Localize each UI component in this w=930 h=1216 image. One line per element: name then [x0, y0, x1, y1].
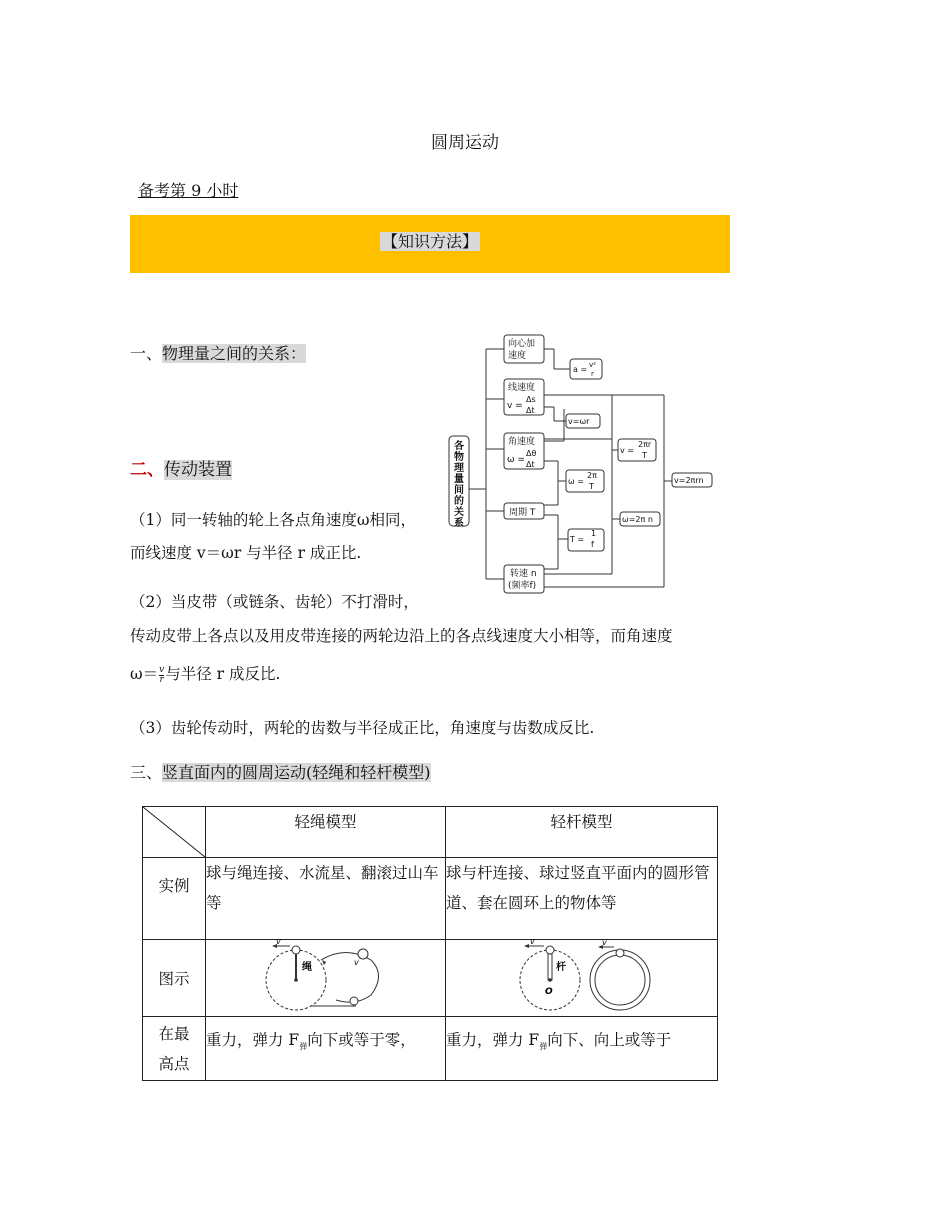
svg-text:v =: v =	[507, 401, 523, 411]
linear-speed-label: 线速度	[508, 383, 536, 393]
svg-text:ω=2π n: ω=2π n	[622, 515, 653, 524]
rope-example: 球与绳连接、水流星、翻滚过山车等	[206, 858, 446, 940]
section-1-heading	[130, 341, 306, 364]
svg-text:ω =: ω =	[568, 477, 584, 486]
hour-label: 备考第 9 小时	[138, 181, 239, 200]
rope-model-figure	[206, 937, 445, 1012]
section-3-number: 三、	[130, 763, 163, 782]
svg-text:v: v	[276, 937, 281, 946]
svg-text:2πr: 2πr	[638, 440, 652, 449]
angular-speed-label: 角速度	[508, 437, 536, 447]
section-banner	[130, 215, 730, 273]
rod-example: 球与杆连接、球过竖直平面内的圆形管道、套在圆环上的物体等	[446, 858, 718, 940]
rod-top-point: 重力，弹力 $F_弹$向下、向上或等于	[446, 1017, 718, 1081]
svg-text:ω =: ω =	[507, 455, 525, 465]
section-3-heading	[130, 760, 431, 783]
svg-text:杆: 杆	[556, 962, 566, 973]
svg-text:(频率f): (频率f)	[508, 581, 537, 591]
header-rod-model: 轻杆模型	[446, 807, 718, 858]
svg-text:v: v	[530, 937, 535, 946]
svg-text:Δt: Δt	[526, 406, 535, 415]
row-label-example: 实例	[143, 858, 206, 940]
rope-figure-cell	[206, 937, 446, 1017]
svg-text:速度: 速度	[508, 351, 527, 361]
rope-top-point: 重力，弹力 $F_弹$向下或等于零，	[206, 1017, 446, 1081]
svg-text:v²: v²	[589, 361, 596, 369]
paragraph-3: （3）齿轮传动时，两轮的齿数与半径成正比，角速度与齿数成反比.	[130, 719, 595, 737]
svg-text:T: T	[589, 482, 594, 491]
rod-figure-cell	[446, 937, 718, 1017]
corner-cell	[143, 807, 206, 858]
v-over-r-fraction: $\frac{v}{r}$	[159, 664, 165, 685]
svg-text:v: v	[602, 938, 607, 947]
paragraph-1b: 而线速度 v＝ωr 与半径 r 成正比.	[130, 544, 362, 562]
centripetal-label: 向心加	[508, 339, 536, 349]
rot-speed-label: 转速 n	[510, 569, 537, 579]
svg-text:Δθ: Δθ	[526, 449, 537, 458]
section-2-number: 二、	[130, 460, 164, 480]
banner-text: 【知识方法】	[381, 232, 478, 251]
svg-text:1: 1	[591, 529, 597, 538]
svg-text:v=ωr: v=ωr	[568, 417, 590, 426]
svg-text:v=2πrn: v=2πrn	[674, 476, 704, 485]
page-title: 圆周运动	[431, 133, 499, 153]
section-2-heading	[130, 455, 232, 480]
section-3-title: 竖直面内的圆周运动(轻绳和轻杆模型)	[162, 763, 431, 782]
header-rope-model: 轻绳模型	[206, 807, 446, 858]
relationship-diagram	[446, 329, 704, 594]
paragraph-1a: （1）同一转轴的轮上各点角速度ω相同，	[130, 511, 417, 529]
rod-model-figure	[446, 937, 717, 1012]
paragraph-2b: 传动皮带上各点以及用皮带连接的两轮边沿上的各点线速度大小相等，而角速度	[130, 627, 673, 645]
root-label: 各物理量间的关系	[454, 441, 464, 529]
svg-text:Δt: Δt	[526, 460, 535, 469]
section-1-title: 物理量之间的关系：	[162, 344, 307, 363]
svg-text:T: T	[642, 451, 647, 460]
svg-text:r: r	[591, 370, 594, 378]
paragraph-2a: （2）当皮带（或链条、齿轮）不打滑时，	[130, 593, 419, 611]
svg-text:2π: 2π	[587, 471, 597, 480]
svg-text:Δs: Δs	[526, 395, 536, 404]
models-table	[142, 806, 718, 1081]
svg-text:v: v	[354, 958, 359, 967]
row-label-figure: 图示	[143, 940, 206, 1017]
period-label: 周期 T	[509, 508, 536, 518]
row-label-top: 在最 高点	[143, 1017, 206, 1081]
svg-text:绳: 绳	[302, 962, 312, 973]
section-2-title: 传动装置	[164, 460, 232, 480]
svg-text:O: O	[545, 987, 553, 997]
svg-text:a =: a =	[573, 365, 588, 374]
section-1-number: 一、	[130, 344, 163, 363]
svg-text:T =: T =	[570, 535, 585, 544]
svg-text:f: f	[591, 540, 594, 549]
svg-text:v =: v =	[620, 446, 634, 455]
paragraph-2c: ω＝ $\frac{v}{r}$ 与半径 r 成反比.	[130, 664, 281, 685]
